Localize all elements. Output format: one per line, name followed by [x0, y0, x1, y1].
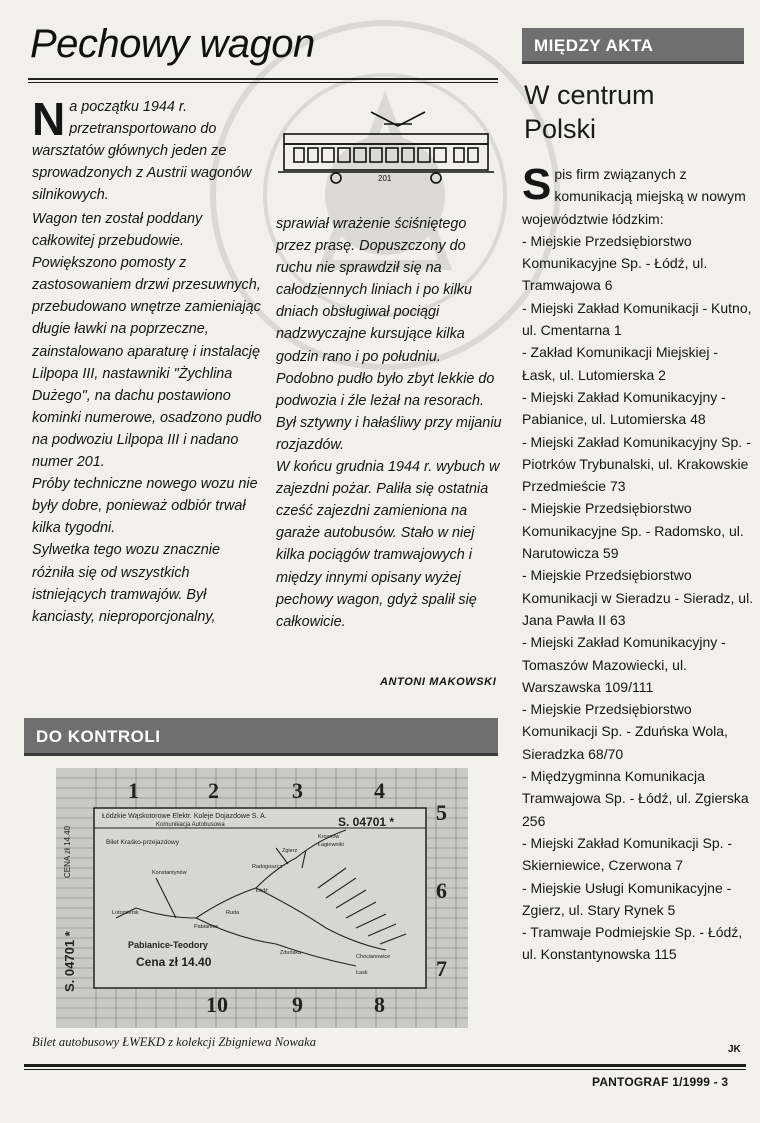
company-list — [522, 230, 754, 966]
list-item: - Miejski Zakład Komunikacji Sp. - Skierniewice, Czerwona 7 — [522, 834, 733, 874]
bus-ticket-image — [56, 768, 468, 1028]
ticket-service: Komunikacja Autobusowa — [156, 822, 225, 828]
sidebar-title-line: Polski — [524, 114, 597, 144]
tram-drawing — [276, 100, 496, 190]
ticket-caption: Bilet autobusowy ŁWEKD z kolekcji Zbigniewa Nowaka — [32, 1035, 317, 1049]
zone-6: 6 — [436, 878, 447, 903]
map-place: Pabianice — [194, 924, 219, 930]
article-author: ANTONI MAKOWSKI — [380, 676, 497, 688]
ticket-price-side: CENA zł 14.40 — [63, 825, 72, 878]
zone-7: 7 — [436, 956, 447, 981]
title-rule-thin — [28, 82, 498, 83]
map-place: Zgierz — [282, 848, 298, 854]
footer-rule — [24, 1064, 746, 1067]
map-place: Łódź — [256, 888, 268, 894]
sidebar-dropcap: S — [522, 160, 552, 209]
zone-5: 5 — [436, 800, 447, 825]
ticket-type: Bilet Kraśko-przejazdowy — [106, 839, 179, 846]
article-intro — [32, 93, 264, 206]
map-place: Konstantynów — [152, 870, 187, 876]
article-paragraph: Próby techniczne nowego wozu nie były dobre, ponieważ odbiór trwał kilka tygodni. — [32, 476, 258, 537]
map-place: Łagiewniki — [318, 842, 344, 848]
article-paragraph: W końcu grudnia 1944 r. wybuch w zajezdni pożar. Paliła się ostatnia cześć zajezdni zamieniona na garaże autobusów. Stało w niej kilka pociągów tramwajowych i między innymi opisany wyżej pechowy wagon, gdyż spalił się całkowicie. — [276, 459, 500, 630]
map-place: Ruda — [226, 910, 240, 916]
list-item: - Miejski Zakład Komunikacyjny - Pabianice, ul. Lutomierska 48 — [522, 388, 726, 428]
list-item: - Miejski Zakład Komunikacyjny - Tomaszów Mazowiecki, ul. Warszawska 109/111 — [522, 634, 726, 695]
list-item: - Miejskie Przedsiębiorstwo Komunikacyjne Sp. - Radomsko, ul. Narutowicza 59 — [522, 500, 744, 562]
map-place: Krosnów — [318, 834, 340, 840]
sidebar-title-line: W centrum — [524, 80, 655, 110]
list-item: - Miejski Zakład Komunikacyjny Sp. - Piotrków Trybunalski, ul. Krakowskie Przedmieście 73 — [522, 433, 751, 495]
ticket-serial: S. 04701 * — [338, 815, 395, 829]
map-place: Radogoszcz — [252, 864, 283, 870]
zone-9: 9 — [292, 992, 303, 1017]
article-paragraph: Sylwetka tego wozu znacznie różniła się od wszystkich istniejących tramwajów. Był kanciasty, nieproporcjonalny, — [32, 542, 220, 625]
zone-2: 2 — [208, 778, 219, 803]
list-item: - Tramwaje Podmiejskie Sp. - Łódź, ul. Konstantynowska 115 — [522, 924, 743, 963]
sidebar-section-label: MIĘDZY AKTA — [522, 28, 744, 64]
article-column-1 — [32, 208, 264, 628]
article-title: Pechowy wagon — [30, 22, 315, 66]
list-item: - Miejskie Przedsiębiorstwo Komunikacji Sp. - Zduńska Wola, Sieradzka 68/70 — [522, 701, 728, 762]
ticket-price: Cena zł 14.40 — [136, 955, 212, 969]
list-item: - Miejskie Przedsiębiorstwo Komunikacji w Sieradzu - Sieradz, ul. Jana Pawła II 63 — [522, 567, 754, 628]
footer-rule-thin — [24, 1069, 746, 1070]
sidebar-signature: JK — [728, 1044, 741, 1055]
map-place: Lutomiersk — [112, 910, 139, 916]
ticket-serial-side: S. 04701 * — [62, 931, 77, 992]
ticket-company: Łódzkie Wąskotorowe Elektr. Koleje Dojazdowe S. A. — [102, 813, 267, 820]
title-rule — [28, 78, 498, 80]
article-intro-text: a początku 1944 r. przetransportowano do warsztatów głównych jeden ze sprowadzonych z Austrii wagonów silnikowych. — [32, 99, 252, 204]
article-paragraph: Podobno pudło było zbyt lekkie do podwozia i źle leżał na resorach. Był sztywny i hałaśliwy przy mijaniu rozjazdów. — [276, 370, 502, 453]
list-item: - Międzygminna Komunikacja Tramwajowa Sp. - Łódź, ul. Zgierska 256 — [522, 768, 749, 829]
zone-1: 1 — [128, 778, 139, 803]
list-item: - Miejski Zakład Komunikacji - Kutno, ul. Cmentarna 1 — [522, 299, 752, 339]
sidebar-body — [522, 160, 754, 966]
list-item: - Miejskie Przedsiębiorstwo Komunikacyjne Sp. - Łódź, ul. Tramwajowa 6 — [522, 232, 708, 294]
list-item: - Zakład Komunikacji Miejskiej - Łask, ul. Lutomierska 2 — [522, 344, 719, 383]
article-paragraph: sprawiał wrażenie ściśniętego przez prasę. Dopuszczony do ruchu nie sprawdził się na całodziennych liniach i po kilku dniach obsługiwał pociągi nadzwyczajne kursujące kilka godzin rano i po południu. — [276, 216, 472, 365]
zone-10: 10 — [206, 992, 228, 1017]
sidebar-title — [524, 78, 655, 146]
zone-3: 3 — [292, 778, 303, 803]
sidebar-intro: pis firm związanych z komunikacją miejską w nowym województwie łódzkim: — [522, 166, 746, 227]
map-place: Zduńska — [280, 950, 302, 956]
map-place: Chocianowice — [356, 954, 391, 960]
article-paragraph: Wagon ten został poddany całkowitej przebudowie. Powiększono pomosty z zastosowaniem drzwi przesuwnych, przebudowano wnętrze zamieniając długie ławki na poprzeczne, zainstalowano aparaturę i instalację Lilpopa III, nastawniki "Żychlina Dużego", na dachu postawiono kominki numerowe, osadzono pudło na podwoziu Lilpopa III i nadano numer 201. — [32, 211, 262, 471]
zone-8: 8 — [374, 992, 385, 1017]
list-item: - Miejskie Usługi Komunikacyjne - Zgierz, ul. Stary Rynek 5 — [522, 879, 732, 918]
tram-number: 201 — [378, 174, 392, 183]
zone-4: 4 — [374, 778, 385, 803]
ticket-section-label: DO KONTROLI — [24, 718, 498, 756]
article-dropcap: N — [32, 93, 66, 145]
article-column-2 — [276, 213, 504, 633]
map-place: Łask — [356, 970, 368, 976]
page-footer: PANTOGRAF 1/1999 - 3 — [592, 1075, 729, 1089]
ticket-route: Pabianice-Teodory — [128, 940, 208, 950]
